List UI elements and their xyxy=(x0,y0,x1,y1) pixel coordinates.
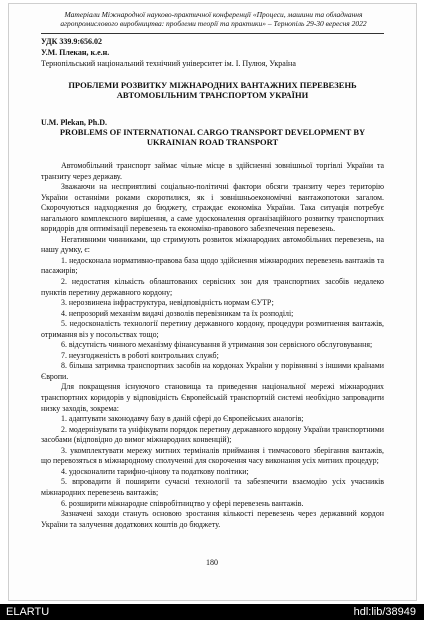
article-body xyxy=(41,161,384,530)
header-divider xyxy=(41,33,384,34)
list-item-measure-4: 4. удосконалити тарифно-цінову та податкову політики; xyxy=(61,466,249,476)
list-item-factor-5: 5. недосконалість технології перетину державного кордону, процедури розмитнення вантажів, отримання віз у посольствах тощо; xyxy=(41,319,384,339)
title-ukrainian-line-2: АВТОМОБІЛЬНИМ ТРАНСПОРТОМ УКРАЇНИ xyxy=(116,90,309,100)
handle-link[interactable]: hdl:lib/38949 xyxy=(353,606,416,618)
paragraph-intro: Автомобільний транспорт займає чільне місце в здійсненні зовнішньої торгівлі України та транзиту через державу. xyxy=(41,161,384,181)
page-number: 180 xyxy=(206,558,218,567)
list-item-factor-6: 6. відсутність чинного механізму фінансування й утримання зон сервісного обслуговування; xyxy=(61,340,373,350)
list-item-factor-8: 8. більша затримка транспортних засобів на кордонах України у порівнянні з іншими країнами Європи. xyxy=(41,361,384,381)
list-item-factor-7: 7. неузгодженість в роботі контрольних служб; xyxy=(61,350,219,360)
list-item-factor-2: 2. недостатня кількість облаштованих сервісних зон для транспортних засобів недалеко пунктів перетину державного кордону; xyxy=(41,277,384,297)
paragraph-measures-lead: Для покращення існуючого становища та приведення національної мережі міжнародних транспортних коридорів у відповідність Європейській транспортній системі необхідно запровадити низку заходів, зокрема: xyxy=(41,382,384,413)
title-english-line-1: PROBLEMS OF INTERNATIONAL CARGO TRANSPORT DEVELOPMENT BY xyxy=(59,127,366,137)
repository-name[interactable]: ELARTU xyxy=(6,606,50,618)
paragraph-context: Зважаючи на несприятливі соціально-політичні фактори обсяги транзиту через територію України останніми роками скоротилися, як і зовнішньоекономічні вантажопотоки загалом. Скорочуються надходження до бюджету, страждає економіка України. Така ситуація потребує нагального комплексного вирішення, а саме удосконалення організаційного розвитку транспортних коридорів для оптимізації перевезень та економіко-правового забезпечення перевезень. xyxy=(41,182,384,234)
paragraph-conclusion: Зазначені заходи стануть основою зростання кількості перевезень через державний кордон України та залучення додаткових коштів до бюджету. xyxy=(41,509,384,529)
title-english-line-2: UKRAINIAN ROAD TRANSPORT xyxy=(146,137,279,147)
author-ukrainian: У.М. Плекан, к.е.н. xyxy=(41,48,110,57)
title-english xyxy=(41,127,384,147)
list-item-factor-4: 4. непрозорий механізм видачі дозволів перевізникам та їх розподілі; xyxy=(61,308,294,318)
title-ukrainian xyxy=(41,80,384,100)
conference-header xyxy=(41,10,386,28)
list-item-measure-1: 1. адаптувати законодавчу базу в даній сфері до Європейських аналогів; xyxy=(61,414,304,424)
list-item-measure-5: 5. впровадити й поширити сучасні технології та забезпечити взаємодію усіх учасників міжнародних перевезень вантажів; xyxy=(41,477,384,497)
title-ukrainian-line-1: ПРОБЛЕМИ РОЗВИТКУ МІЖНАРОДНИХ ВАНТАЖНИХ ПЕРЕВЕЗЕНЬ xyxy=(68,80,357,90)
paragraph-factors-lead: Негативними чинниками, що стримують розвиток міжнародних автомобільних перевезень, на нашу думку, є: xyxy=(41,234,384,255)
conference-header-line-2: агропромислового виробництва: проблеми теорії та практики» – Тернопіль 29-30 вересня 2022 xyxy=(60,19,367,28)
affiliation: Тернопільський національний технічний університет ім. І. Пулюя, Україна xyxy=(41,59,296,68)
list-item-measure-6: 6. розширити міжнародне співробітництво у сфері перевезень вантажів. xyxy=(61,498,304,508)
conference-header-line-1: Матеріали Міжнародної науково-практичної конференції «Процеси, машини та обладнання xyxy=(64,10,363,19)
list-item-measure-2: 2. модернізувати та уніфікувати порядок перетину державного кордону України транспортними засобами (відповідно до вимог міжнародних конвенцій); xyxy=(41,424,384,445)
list-item-factor-1: 1. недосконала нормативно-правова база щодо здійснення міжнародних перевезень вантажів та пасажирів; xyxy=(41,255,384,276)
list-item-measure-3: 3. укомплектувати мережу митних терміналів приймання і тимчасового зберігання вантажів, що перевозяться в міжнародному сполученні для скорочення часу виконання усіх митних процедур; xyxy=(41,445,384,466)
list-item-factor-3: 3. нерозвинена інфраструктура, невідповідність нормам ЄУТР; xyxy=(61,298,274,308)
udc-code: УДК 339.9:656.02 xyxy=(41,37,103,46)
author-english: U.M. Plekan, Ph.D. xyxy=(41,118,107,127)
